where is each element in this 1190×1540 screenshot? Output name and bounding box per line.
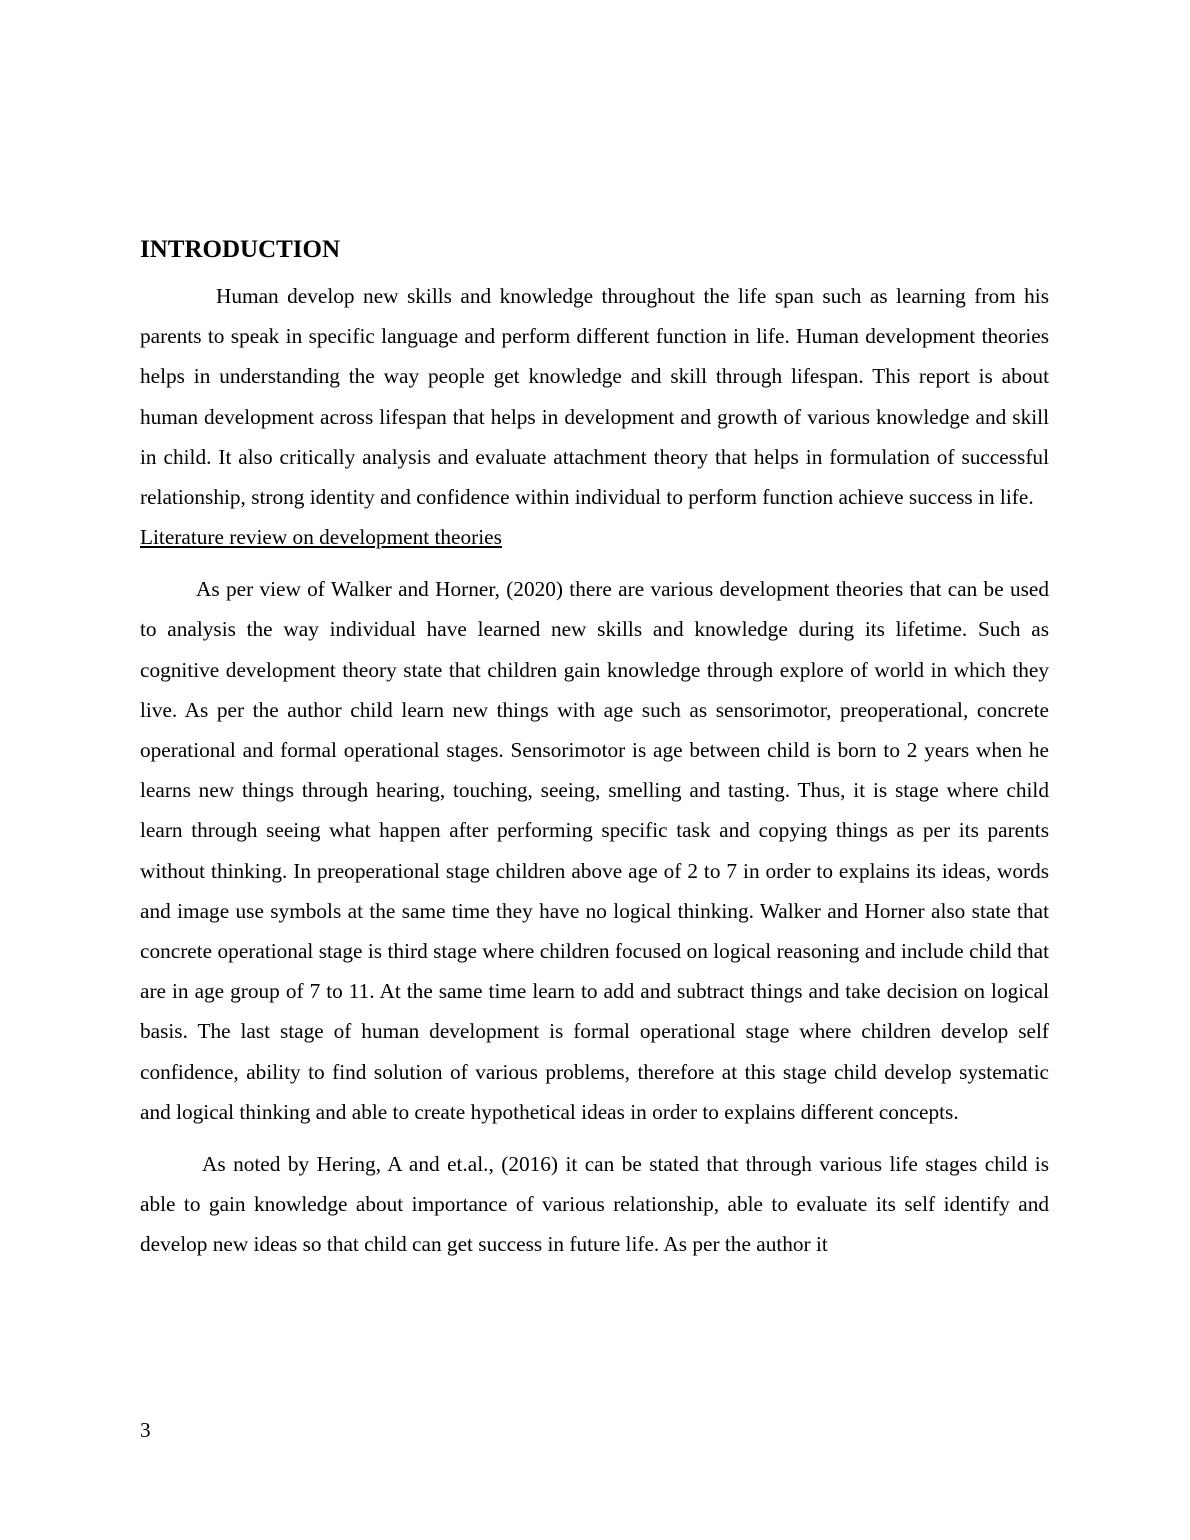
introduction-paragraph: Human develop new skills and knowledge throughout the life span such as learning from his parents to speak in specific language and perform different function in life. Human development theories helps in understanding the way people get knowledge and skill through lifespan. This report is about human development across lifespan that helps in development and growth of various knowledge and skill in child. It also critically analysis and evaluate attachment theory that helps in formulation of successful relationship, strong identity and confidence within individual to perform function achieve success in life. xyxy=(140,284,1049,510)
page-number: 3 xyxy=(140,1418,151,1442)
section-heading-introduction: INTRODUCTION xyxy=(140,236,341,263)
body-paragraph-walker-horner: As per view of Walker and Horner, (2020) there are various development theories that can be used to analysis the way individual have learned new skills and knowledge during its lifetime. Such as cognitive development theory state that children gain knowledge through explore of world in which they live. As per the author child learn new things with age such as sensorimotor, preoperational, concrete operational and formal operational stages. Sensorimotor is age between child is born to 2 years when he learns new things through hearing, touching, seeing, smelling and tasting. Thus, it is stage where child learn through seeing what happen after performing specific task and copying things as per its parents without thinking. In preoperational stage children above age of 2 to 7 in order to explains its ideas, words and image use symbols at the same time they have no logical thinking. Walker and Horner also state that concrete operational stage is third stage where children focused on logical reasoning and include child that are in age group of 7 to 11. At the same time learn to add and subtract things and take decision on logical basis. The last stage of human development is formal operational stage where children develop self confidence, ability to find solution of various problems, therefore at this stage child develop systematic and logical thinking and able to create hypothetical ideas in order to explains different concepts. xyxy=(140,577,1049,1124)
document-body xyxy=(140,234,1049,1265)
body-paragraph-hering: As noted by Hering, A and et.al., (2016) it can be stated that through various life stages child is able to gain knowledge about importance of various relationship, able to evaluate its self identify and develop new ideas so that child can get success in future life. As per the author it xyxy=(140,1152,1049,1257)
subheading-literature-review: Literature review on development theories xyxy=(140,525,502,550)
